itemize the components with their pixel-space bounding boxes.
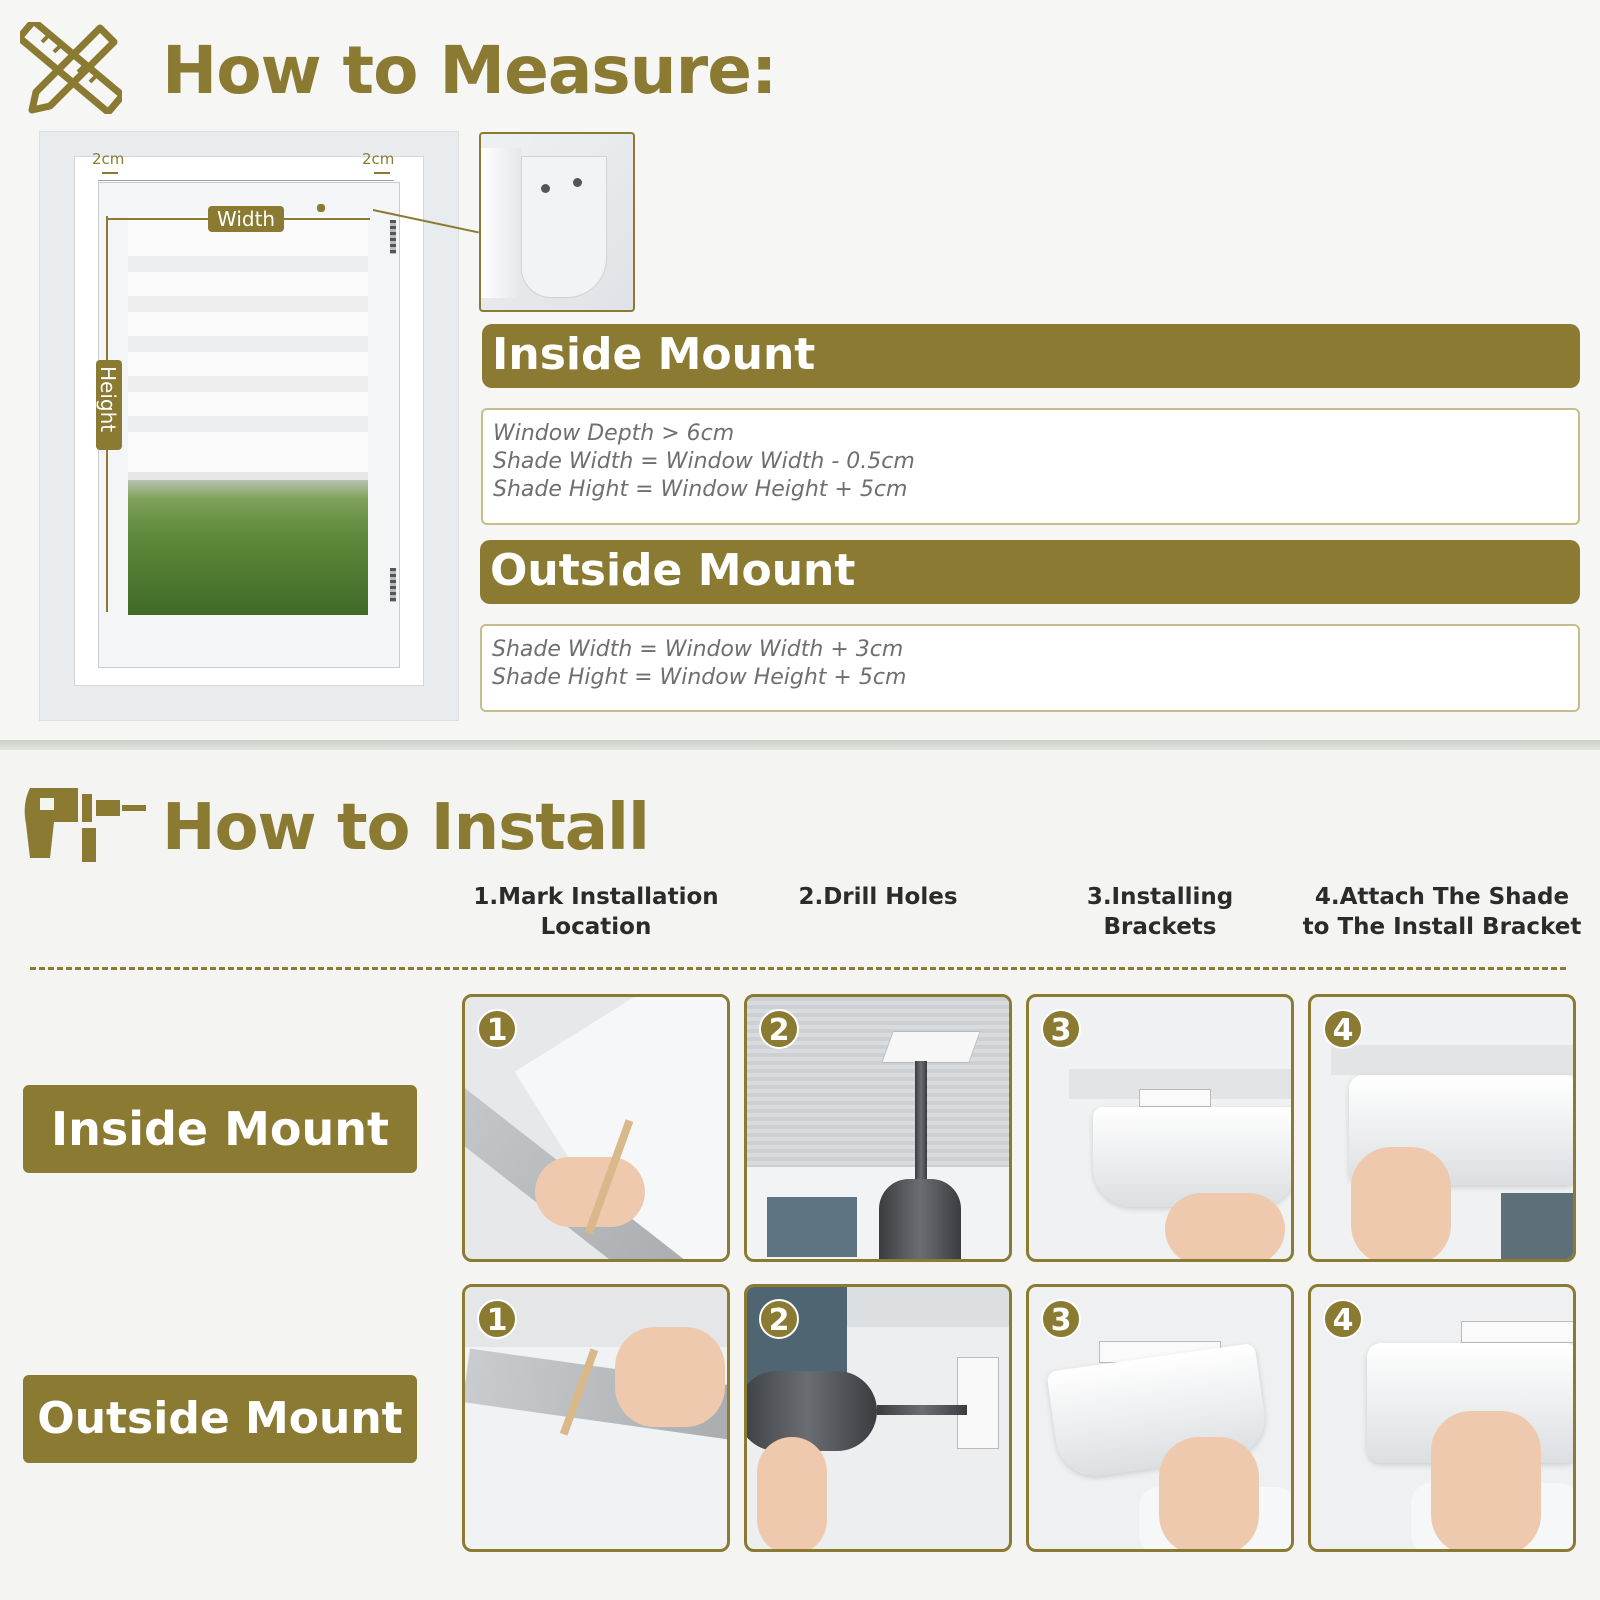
window-top (847, 1287, 1012, 1327)
width-arrow-dot (320, 207, 322, 209)
headrail (481, 148, 521, 298)
step-number-badge: 3 (1041, 1009, 1081, 1049)
blind-stripe (128, 336, 368, 352)
bracket-closeup (479, 132, 635, 312)
blind-stripe (128, 256, 368, 272)
shade-headrail (1093, 1107, 1294, 1207)
outside-step-1-photo (462, 1284, 730, 1552)
bracket (1139, 1089, 1211, 1107)
bracket (957, 1357, 999, 1449)
hand (615, 1327, 725, 1427)
window-top (1331, 1045, 1576, 1075)
step-heading-3 (1020, 882, 1300, 942)
step-heading-line: 2.Drill Holes (798, 884, 958, 910)
glass-pane (1501, 1193, 1576, 1262)
step-number-badge: 2 (759, 1299, 799, 1339)
frame-top-line (98, 180, 394, 181)
page-title: How to Measure: (162, 32, 777, 109)
left-gap-label: 2cm (92, 150, 125, 168)
formula-line: Window Depth > 6cm (493, 421, 735, 446)
height-tag (96, 360, 122, 450)
step-number-badge: 4 (1323, 1299, 1363, 1339)
step-number-badge: 1 (477, 1299, 517, 1339)
ruler-pencil-icon (20, 22, 122, 114)
bracket (881, 1031, 981, 1063)
inside-step-1-photo (462, 994, 730, 1262)
step-number-badge: 3 (1041, 1299, 1081, 1339)
blind-stripe (128, 376, 368, 392)
step-number-badge: 1 (477, 1009, 517, 1049)
hand (1159, 1437, 1259, 1552)
inside-mount-heading: Inside Mount (482, 324, 1580, 388)
outside-mount-heading: Outside Mount (480, 540, 1580, 604)
step-number-badge: 2 (759, 1009, 799, 1049)
step-heading-line: 1.Mark Installation (473, 884, 719, 910)
hand (757, 1437, 827, 1552)
width-label: Width (208, 206, 284, 232)
row-label-outside-mount: Outside Mount (23, 1375, 417, 1463)
inside-step-3-photo (1026, 994, 1294, 1262)
step-heading-2 (738, 882, 1018, 912)
step-heading-4 (1302, 882, 1582, 942)
install-title: How to Install (162, 791, 649, 865)
blind-stripe (128, 416, 368, 432)
drill-bit (915, 1061, 927, 1181)
hinge (390, 568, 396, 602)
inside-step-4-photo (1308, 994, 1576, 1262)
drill-icon (20, 784, 148, 862)
section-divider (0, 740, 1600, 750)
hand (1351, 1147, 1451, 1262)
step-heading-1 (456, 882, 736, 942)
drill-body (744, 1371, 877, 1451)
step-heading-line: Location (540, 914, 652, 940)
outside-step-4-photo (1308, 1284, 1576, 1552)
hinge (390, 220, 396, 254)
inside-step-2-photo (744, 994, 1012, 1262)
formula-line: Shade Width = Window Width + 3cm (492, 637, 904, 662)
step-heading-line: Brackets (1103, 914, 1217, 940)
dashed-separator (30, 967, 1566, 970)
left-gap-marker (102, 172, 118, 174)
hand (1165, 1193, 1285, 1262)
drill-bit (877, 1405, 967, 1415)
bracket (1461, 1321, 1576, 1343)
glass-pane (767, 1197, 857, 1257)
step-number-badge: 4 (1323, 1009, 1363, 1049)
outside-step-2-photo (744, 1284, 1012, 1552)
step-heading-line: 4.Attach The Shade (1314, 884, 1570, 910)
window-diagram (39, 131, 459, 721)
blind-stripe (128, 296, 368, 312)
right-gap-marker (374, 172, 390, 174)
formula-line: Shade Width = Window Width - 0.5cm (493, 449, 915, 474)
formula-line: Shade Hight = Window Height + 5cm (492, 665, 907, 690)
formula-line: Shade Hight = Window Height + 5cm (493, 477, 908, 502)
screw-hole (541, 184, 550, 193)
hand (1431, 1411, 1541, 1552)
screw-hole (573, 178, 582, 187)
end-cap (521, 156, 607, 298)
row-label-inside-mount: Inside Mount (23, 1085, 417, 1173)
right-gap-label: 2cm (362, 150, 395, 168)
inside-mount-formulas (481, 408, 1580, 525)
outside-step-3-photo (1026, 1284, 1294, 1552)
lawn-view (128, 480, 368, 615)
drill-body (879, 1179, 961, 1262)
step-heading-line: to The Install Bracket (1302, 914, 1582, 940)
height-label: Height (96, 366, 120, 433)
outside-mount-formulas (480, 624, 1580, 712)
step-heading-line: 3.Installing (1086, 884, 1234, 910)
